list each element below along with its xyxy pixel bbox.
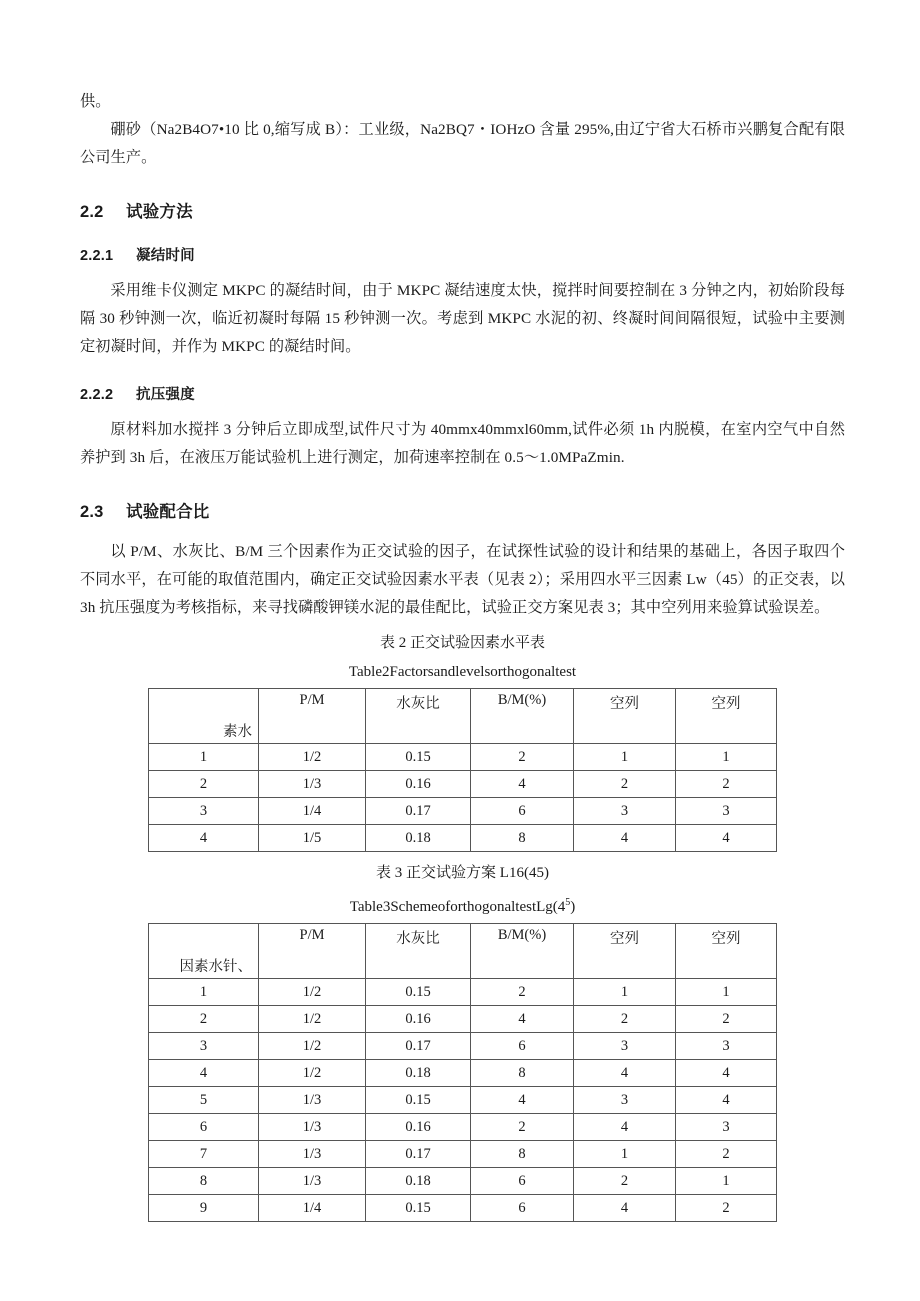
heading-2-2	[80, 198, 845, 222]
table3-r6-c6: 3	[676, 1114, 777, 1141]
heading-2-3-text: 试验配合比	[126, 503, 210, 521]
table3-r5-c6: 4	[676, 1087, 777, 1114]
table3-r1-c5: 1	[574, 979, 676, 1006]
table3-r8-c3: 0.18	[366, 1168, 471, 1195]
table3-header-blank-col-1: 空列	[574, 924, 676, 979]
table2-r2-c5: 2	[574, 771, 676, 798]
table2-r1-c2: 1/2	[259, 744, 366, 771]
table2-r4-c2: 1/5	[259, 825, 366, 852]
table-row	[149, 1141, 777, 1168]
table3-r9-c3: 0.15	[366, 1195, 471, 1222]
table3-r2-c4: 4	[471, 1006, 574, 1033]
table2-r3-c2: 1/4	[259, 798, 366, 825]
table3-r3-c3: 0.17	[366, 1033, 471, 1060]
table3-r6-c1: 6	[149, 1114, 259, 1141]
table3-orthogonal-scheme	[148, 923, 777, 1222]
table3-r4-c1: 4	[149, 1060, 259, 1087]
table-row	[149, 771, 777, 798]
table2-r3-c3: 0.17	[366, 798, 471, 825]
table3-caption-en-tail: )	[570, 899, 576, 915]
table3-r2-c5: 2	[574, 1006, 676, 1033]
table2-r2-c1: 2	[149, 771, 259, 798]
table3-r9-c1: 9	[149, 1195, 259, 1222]
table2-r3-c4: 6	[471, 798, 574, 825]
table2-r2-c6: 2	[676, 771, 777, 798]
table2-caption-en-text: Table2Factorsandlevelsorthogonaltest	[348, 664, 577, 680]
table3-r7-c5: 1	[574, 1141, 676, 1168]
table3-r8-c5: 2	[574, 1168, 676, 1195]
table-row	[149, 1168, 777, 1195]
table2-header-water-cement-ratio: 水灰比	[366, 689, 471, 744]
table3-caption-en-text: Table3SchemeoforthogonaltestLg(4	[349, 899, 566, 915]
table2-caption-cn: 表 2 正交试验因素水平表	[379, 635, 545, 651]
table3-r2-c6: 2	[676, 1006, 777, 1033]
heading-2-2-1	[80, 244, 845, 265]
paragraph-supply: 供。	[80, 93, 111, 110]
table2-r1-c1: 1	[149, 744, 259, 771]
table2-r4-c6: 4	[676, 825, 777, 852]
heading-2-2-1-text: 凝结时间	[136, 248, 195, 264]
table2-r4-c5: 4	[574, 825, 676, 852]
table-row	[149, 979, 777, 1006]
paragraph-mix-ratio: 以 P/M、水灰比、B/M 三个因素作为正交试验的因子，在试探性试验的设计和结果的基础上，各因子取四个不同水平，在可能的取值范围内，确定正交试验因素水平表（见表 2）；采用四水平三因素 Lw（45）的正交表，以 3h 抗压强度为考核指标，来寻找磷酸钾镁水泥的最佳配比，试验正交方案见表 3；其中空列用来验算试验误差。	[80, 543, 845, 616]
paragraph-setting-time: 采用维卡仪测定 MKPC 的凝结时间，由于 MKPC 凝结速度太快，搅拌时间要控制在 3 分钟之内，初始阶段每隔 30 秒钟测一次，临近初凝时每隔 15 秒钟测一次。考虑到 MKPC 水泥的初、终凝时间间隔很短，试验中主要测定初凝时间，并作为 MKPC 的凝结时间。	[80, 282, 845, 355]
table2-r2-c4: 4	[471, 771, 574, 798]
table3-r4-c3: 0.18	[366, 1060, 471, 1087]
table3-r8-c2: 1/3	[259, 1168, 366, 1195]
document-content	[80, 88, 845, 1222]
heading-2-2-2-text: 抗压强度	[136, 387, 195, 403]
heading-2-2-number: 2.2	[80, 203, 104, 221]
table3-header-pm: P/M	[259, 924, 366, 979]
table3-header-blank-col-2: 空列	[676, 924, 777, 979]
table-row	[149, 1006, 777, 1033]
table3-header-water-cement-ratio: 水灰比	[366, 924, 471, 979]
table3-r1-c2: 1/2	[259, 979, 366, 1006]
table3-r8-c6: 1	[676, 1168, 777, 1195]
table3-r6-c4: 2	[471, 1114, 574, 1141]
table2-header-pm: P/M	[259, 689, 366, 744]
table3-header-bm-percent: B/M(%)	[471, 924, 574, 979]
heading-2-2-1-number: 2.2.1	[80, 248, 114, 264]
table3-r3-c1: 3	[149, 1033, 259, 1060]
table3-r7-c3: 0.17	[366, 1141, 471, 1168]
table3-r9-c5: 4	[574, 1195, 676, 1222]
table3-r4-c5: 4	[574, 1060, 676, 1087]
heading-2-2-2	[80, 383, 845, 404]
table3-r9-c6: 2	[676, 1195, 777, 1222]
table2-r1-c4: 2	[471, 744, 574, 771]
table3-r2-c2: 1/2	[259, 1006, 366, 1033]
table3-caption-cn: 表 3 正交试验方案 L16(45)	[376, 865, 549, 881]
table3-r5-c2: 1/3	[259, 1087, 366, 1114]
table-row	[149, 1087, 777, 1114]
table3-r2-c3: 0.16	[366, 1006, 471, 1033]
table3-caption-en	[80, 890, 845, 920]
table3-r3-c2: 1/2	[259, 1033, 366, 1060]
table3-r3-c6: 3	[676, 1033, 777, 1060]
table2-r4-c3: 0.18	[366, 825, 471, 852]
table3-r6-c3: 0.16	[366, 1114, 471, 1141]
table2-factors-and-levels	[148, 688, 777, 852]
table3-r1-c4: 2	[471, 979, 574, 1006]
heading-2-3	[80, 498, 845, 522]
table2-r4-c1: 4	[149, 825, 259, 852]
table3-r7-c1: 7	[149, 1141, 259, 1168]
table2-r1-c5: 1	[574, 744, 676, 771]
table-row	[149, 1060, 777, 1087]
table3-r1-c6: 1	[676, 979, 777, 1006]
table-row	[149, 1033, 777, 1060]
paragraph-borax: 硼砂（Na2B4O7•10 比 0,缩写成 B）：工业级，Na2BQ7・IOHzO 含量 295%,由辽宁省大石桥市兴鹏复合配有限公司生产。	[80, 121, 845, 166]
table-row	[149, 1195, 777, 1222]
table2-r3-c1: 3	[149, 798, 259, 825]
table3-r8-c1: 8	[149, 1168, 259, 1195]
table3-r7-c4: 8	[471, 1141, 574, 1168]
table2-header-blank-col-2: 空列	[676, 689, 777, 744]
table2-header-bm-percent: B/M(%)	[471, 689, 574, 744]
table3-r5-c4: 4	[471, 1087, 574, 1114]
table3-r9-c4: 6	[471, 1195, 574, 1222]
table2-corner-cell: 素水	[149, 689, 259, 744]
table-row	[149, 798, 777, 825]
table2-r3-c6: 3	[676, 798, 777, 825]
table3-r1-c1: 1	[149, 979, 259, 1006]
table3-r5-c3: 0.15	[366, 1087, 471, 1114]
heading-2-3-number: 2.3	[80, 503, 104, 521]
table3-r2-c1: 2	[149, 1006, 259, 1033]
table2-header-row	[149, 689, 777, 744]
table3-corner-cell: 因素水针、	[149, 924, 259, 979]
table3-r5-c1: 5	[149, 1087, 259, 1114]
heading-2-2-text: 试验方法	[126, 203, 193, 221]
table3-r7-c2: 1/3	[259, 1141, 366, 1168]
heading-2-2-2-number: 2.2.2	[80, 387, 114, 403]
table-row	[149, 1114, 777, 1141]
table3-r3-c5: 3	[574, 1033, 676, 1060]
table2-header-blank-col-1: 空列	[574, 689, 676, 744]
table3-r4-c2: 1/2	[259, 1060, 366, 1087]
table3-caption-en-superscript: 5	[565, 897, 571, 908]
table2-r4-c4: 8	[471, 825, 574, 852]
table3-r5-c5: 3	[574, 1087, 676, 1114]
table3-r4-c4: 8	[471, 1060, 574, 1087]
table2-body	[149, 689, 777, 852]
table3-r1-c3: 0.15	[366, 979, 471, 1006]
table3-r9-c2: 1/4	[259, 1195, 366, 1222]
table3-r7-c6: 2	[676, 1141, 777, 1168]
table2-r2-c3: 0.16	[366, 771, 471, 798]
table2-caption-en	[80, 660, 845, 685]
paragraph-compressive-strength: 原材料加水搅拌 3 分钟后立即成型,试件尺寸为 40mmx40mmxl60mm,试件必须 1h 内脱模，在室内空气中自然养护到 3h 后，在液压万能试验机上进行测定，加荷速率控制在 0.5～1.0MPaZmin.	[80, 421, 845, 466]
table3-body	[149, 924, 777, 1222]
table2-r1-c6: 1	[676, 744, 777, 771]
table3-r6-c5: 4	[574, 1114, 676, 1141]
table3-r8-c4: 6	[471, 1168, 574, 1195]
table-row	[149, 744, 777, 771]
table2-r1-c3: 0.15	[366, 744, 471, 771]
table2-r3-c5: 3	[574, 798, 676, 825]
table3-r3-c4: 6	[471, 1033, 574, 1060]
table3-r6-c2: 1/3	[259, 1114, 366, 1141]
table2-r2-c2: 1/3	[259, 771, 366, 798]
table-row	[149, 825, 777, 852]
table3-r4-c6: 4	[676, 1060, 777, 1087]
table3-header-row	[149, 924, 777, 979]
